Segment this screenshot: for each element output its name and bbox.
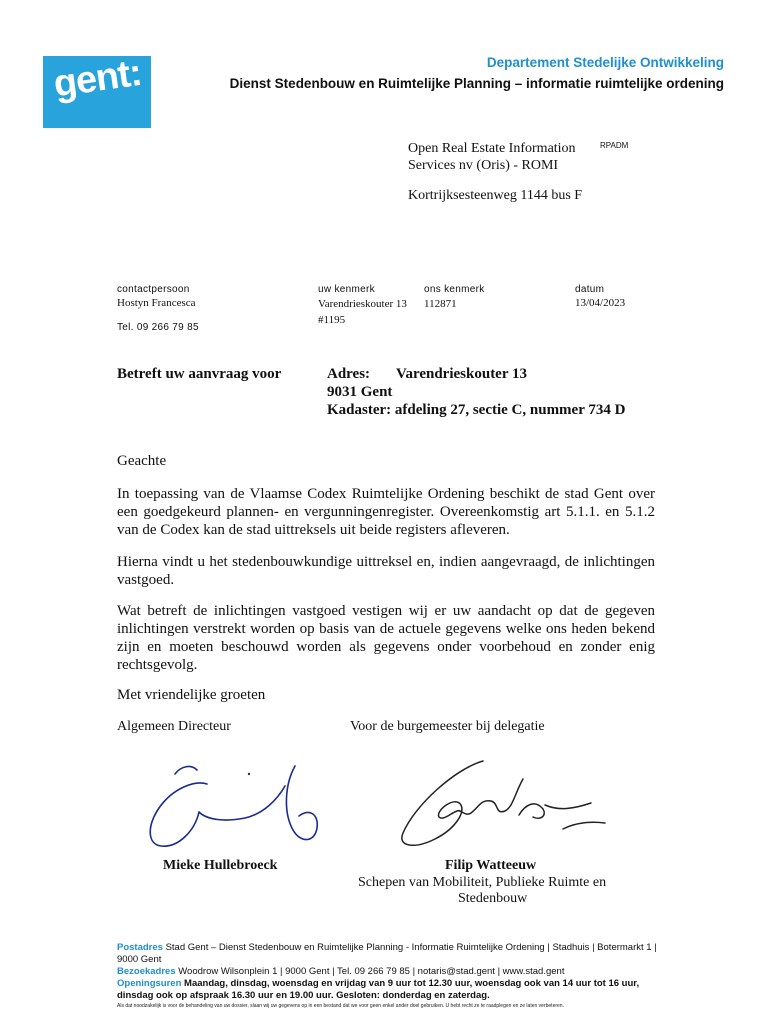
subject-label: Betreft uw aanvraag voor (117, 366, 282, 382)
footer-postal-label: Postadres (117, 942, 163, 953)
paragraph-disclaimer: Wat betreft de inlichtingen vastgoed vestigen wij er uw aandacht op dat de gegeven inlichtingen verstrekt worden op basis van de actuele gegevens welke ons heden bekend zijn en moeten beschouwd worden als gegevens onder voorbehoud en zonder enig rechtsgevolg. (117, 603, 655, 673)
addressee-line: Open Real Estate Information (408, 141, 576, 156)
contact-label: contactpersoon (117, 284, 190, 295)
your-ref-label: uw kenmerk (318, 284, 375, 295)
addressee-line: Services nv (Oris) - ROMI (408, 158, 559, 173)
addressee-block (408, 140, 576, 174)
addressee-code: RPADM (600, 141, 629, 150)
subject-city: 9031 Gent (327, 384, 393, 400)
right-signatory-role: Schepen van Mobiliteit, Publieke Ruimte en (358, 875, 607, 890)
footer (117, 942, 657, 1010)
your-ref-value: Varendrieskouter 13 (318, 298, 407, 310)
addressee-street: Kortrijksesteenweg 1144 bus F (408, 188, 583, 203)
footer-visit-label: Bezoekadres (117, 966, 176, 977)
right-signature (395, 755, 615, 855)
footer-opening-hours (117, 978, 657, 1002)
footer-postal-text: Stad Gent – Dienst Stedenbouw en Ruimtelijke Planning - Informatie Ruimtelijke Ordening | Stadhuis | Botermarkt 1 | 9000 Gent (117, 942, 657, 965)
subject-address: Varendrieskouter 13 (396, 366, 527, 382)
footer-disclaimer: Als dat noodzakelijk is voor de behandeling van uw dossier, slaan wij uw gegevens op in een bestand dat we voor geen enkel ander doel gebruiken. U hebt recht ze te raadplegen en ze laten verbeteren. (117, 1003, 564, 1009)
your-ref-value: #1195 (318, 314, 346, 326)
date-label: datum (575, 284, 605, 295)
right-signatory-role: Stedenbouw (458, 891, 528, 906)
left-signatory-title: Algemeen Directeur (117, 719, 231, 734)
paragraph-codex: In toepassing van de Vlaamse Codex Ruimtelijke Ordening beschikt de stad Gent over een goedgekeurd plannen- en vergunningenregister. Overeenkomstig art 5.1.1. en 5.1.2 van de Codex kan de stad uittreksels uit beide registers afleveren. (117, 486, 655, 538)
gent-logo (43, 51, 151, 128)
our-ref-value: 112871 (424, 298, 457, 310)
footer-hours-text: Maandag, dinsdag, woensdag en vrijdag van 9 uur tot 12.30 uur, woensdag ook van 14 uur tot 16 uur, dinsdag ook op afspraak 16.30 uur en 19.00 uur. Gesloten: donderdag en zaterdag. (117, 978, 640, 1001)
right-signatory-name: Filip Watteeuw (445, 858, 537, 873)
footer-visit-text: Woodrow Wilsonplein 1 | 9000 Gent | Tel. 09 266 79 85 | notaris@stad.gent | www.stad.gent (175, 966, 565, 977)
date-value: 13/04/2023 (575, 297, 626, 309)
service-heading: Dienst Stedenbouw en Ruimtelijke Planning – informatie ruimtelijke ordening (229, 76, 724, 91)
left-signature (135, 760, 335, 860)
footer-hours-label: Openingsuren (117, 978, 182, 989)
subject-cadastre: Kadaster: afdeling 27, sectie C, nummer 734 D (327, 402, 626, 418)
footer-postal-address (117, 942, 657, 966)
subject-address-label: Adres: (327, 366, 371, 382)
right-signatory-title: Voor de burgemeester bij delegatie (350, 719, 545, 734)
contact-phone: Tel. 09 266 79 85 (117, 322, 199, 333)
logo-text: gent: (51, 51, 144, 106)
closing: Met vriendelijke groeten (117, 687, 266, 703)
salutation: Geachte (117, 453, 167, 469)
department-heading: Departement Stedelijke Ontwikkeling (486, 55, 724, 70)
left-signatory-name: Mieke Hullebroeck (163, 858, 278, 873)
our-ref-label: ons kenmerk (424, 284, 485, 295)
paragraph-extract: Hierna vindt u het stedenbouwkundige uittreksel en, indien aangevraagd, de inlichtingen vastgoed. (117, 554, 655, 588)
footer-visit-address (117, 966, 657, 978)
contact-name: Hostyn Francesca (117, 297, 196, 309)
